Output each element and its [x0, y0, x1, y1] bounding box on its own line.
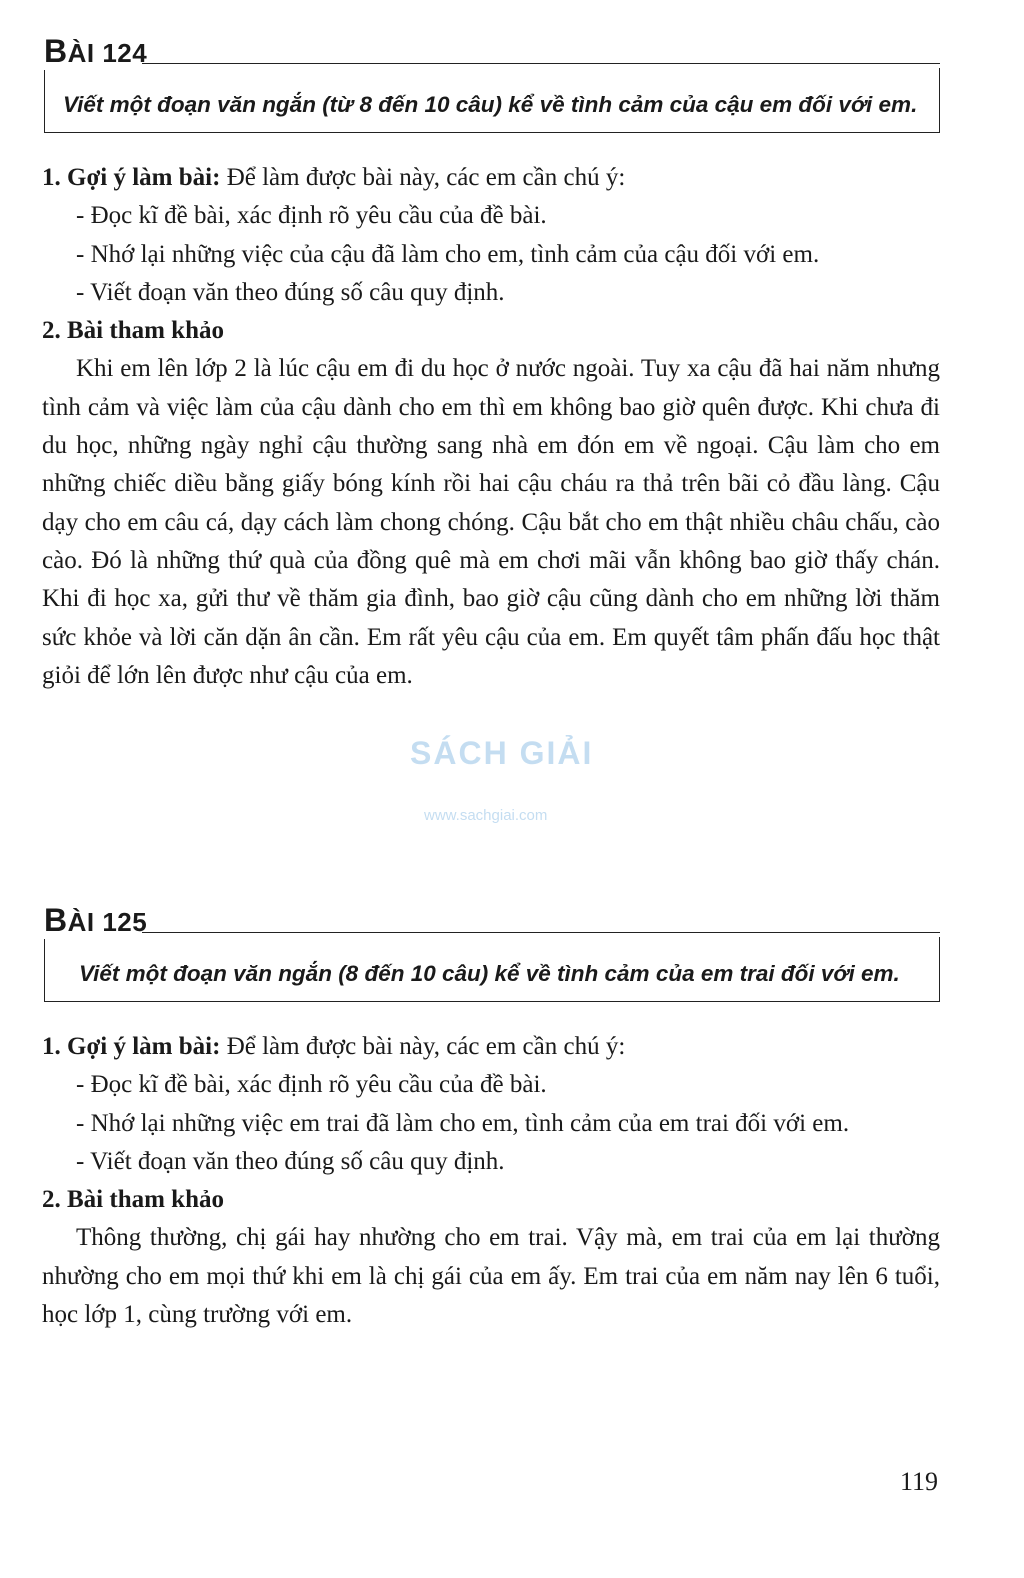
watermark — [410, 735, 610, 835]
exercise-124-body — [42, 159, 940, 695]
reference-text: Thông thường, chị gái hay nhường cho em trai. Vậy mà, em trai của em lại thường nhường cho em mọi thứ khi em là chị gái của em ấy. Em trai của em năm nay lên 6 tuổi, học lớp 1, cùng trường với em. — [42, 1224, 940, 1329]
exercise-125-task: Viết một đoạn văn ngắn (8 đến 10 câu) kể về tình cảm của em trai đối với em. — [44, 937, 940, 1002]
title-rule — [142, 63, 940, 64]
watermark-logo: SÁCH GIẢI — [410, 735, 594, 771]
exercise-125-header — [42, 903, 940, 937]
hint-item: - Đọc kĩ đề bài, xác định rõ yêu cầu của đề bài. — [76, 202, 547, 230]
exercise-125-body — [42, 1028, 940, 1334]
exercise-124-title: BÀI 124 — [44, 33, 148, 69]
hint-item: - Đọc kĩ đề bài, xác định rõ yêu cầu của đề bài. — [76, 1071, 547, 1099]
title-rule — [142, 932, 940, 933]
hint-item: - Nhớ lại những việc của cậu đã làm cho em, tình cảm của cậu đối với em. — [76, 240, 820, 268]
hint-intro: Để làm được bài này, các em cần chú ý: — [220, 164, 626, 191]
hint-item: - Nhớ lại những việc em trai đã làm cho em, tình cảm của em trai đối với em. — [76, 1109, 850, 1137]
exercise-124-header — [42, 34, 940, 68]
reference-text: Khi em lên lớp 2 là lúc cậu em đi du học ở nước ngoài. Tuy xa cậu đã hai năm nhưng tình cảm và việc làm của cậu dành cho em thì em không bao giờ quên được. Khi chưa đi du học, những ngày nghỉ cậu thường sang nhà em đón em về ngoại. Cậu làm cho em những chiếc diều bằng giấy bóng kính rồi hai cậu cháu ra thả trên bãi cỏ đầu làng. Cậu dạy cho em câu cá, dạy cách làm chong chóng. Cậu bắt cho em thật nhiều châu chấu, cào cào. Đó là những thứ quà của đồng quê mà em chơi mãi vẫn không bao giờ thấy chán. Khi đi học xa, gửi thư về thăm gia đình, bao giờ cậu cũng dành cho em những lời thăm sức khỏe và lời căn dặn ân cần. Em rất yêu cậu của em. Em quyết tâm phấn đấu học thật giỏi để lớn lên được như cậu của em. — [42, 355, 940, 689]
reference-heading: 2. Bài tham khảo — [42, 1186, 224, 1214]
watermark-url: www.sachgiai.com — [424, 807, 548, 824]
hint-item: - Viết đoạn văn theo đúng số câu quy định. — [76, 1147, 505, 1175]
exercise-125-title: BÀI 125 — [44, 902, 148, 938]
exercise-125 — [42, 903, 940, 1334]
reference-heading: 2. Bài tham khảo — [42, 317, 224, 345]
hint-intro: Để làm được bài này, các em cần chú ý: — [220, 1033, 626, 1060]
hint-heading: 1. Gợi ý làm bài: — [42, 1033, 221, 1060]
page-number: 119 — [899, 1467, 938, 1496]
hint-item: - Viết đoạn văn theo đúng số câu quy định. — [76, 278, 505, 306]
exercise-124-task: Viết một đoạn văn ngắn (từ 8 đến 10 câu) kể về tình cảm của cậu em đối với em. — [44, 68, 940, 133]
exercise-124 — [42, 34, 940, 695]
hint-heading: 1. Gợi ý làm bài: — [42, 164, 221, 191]
